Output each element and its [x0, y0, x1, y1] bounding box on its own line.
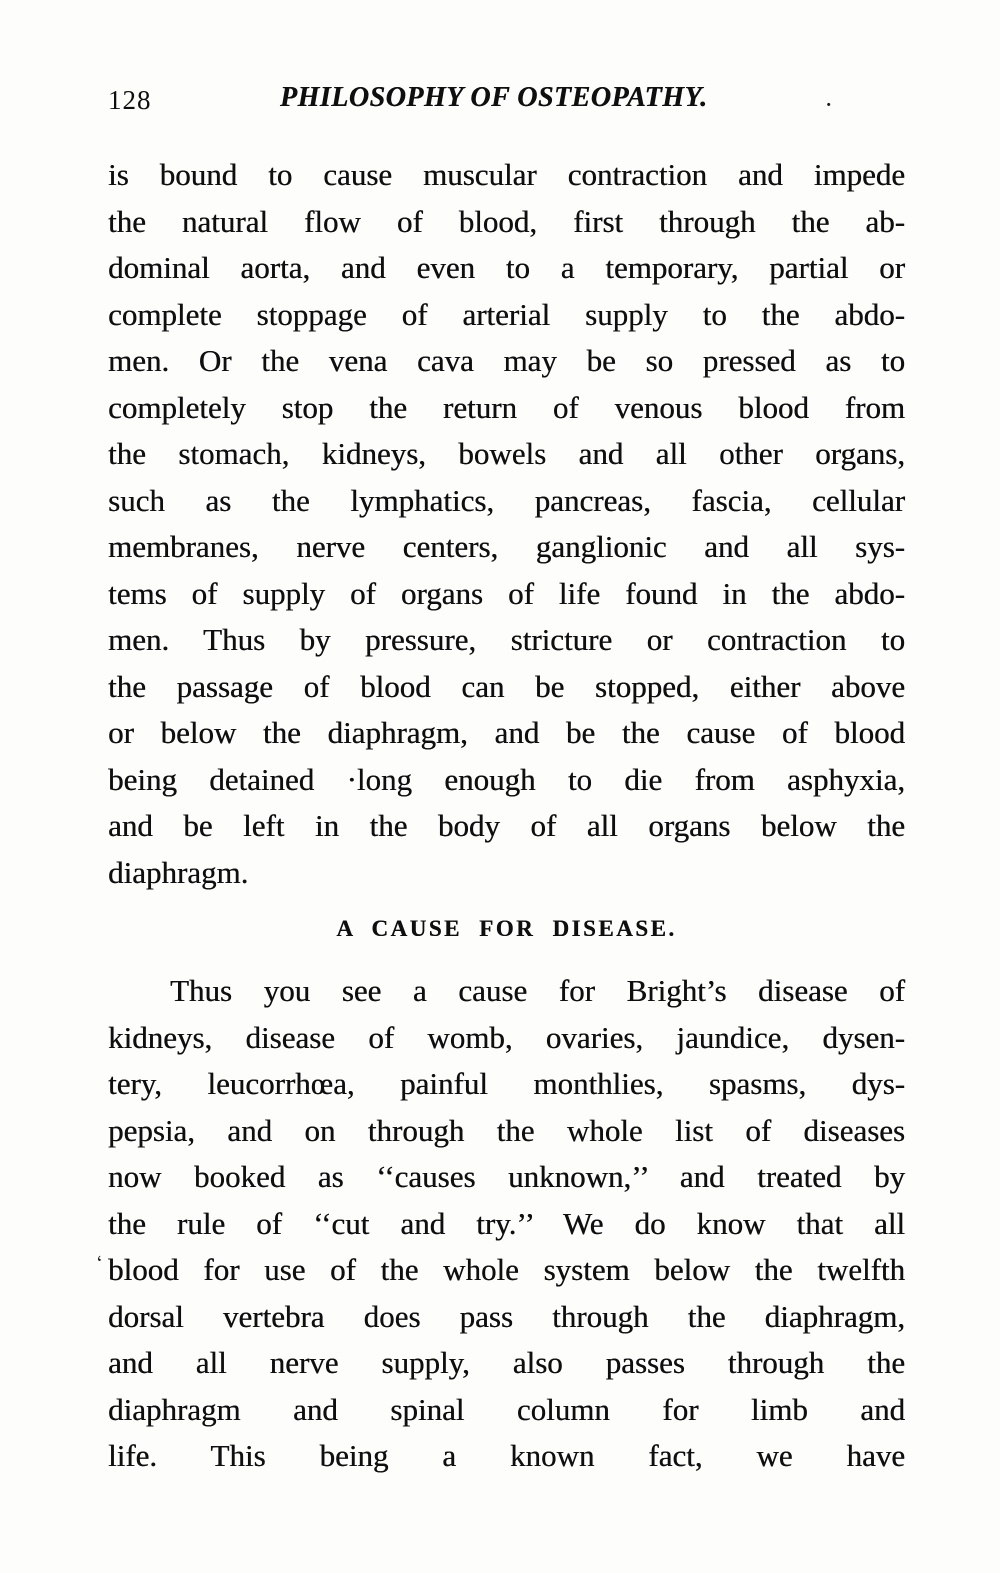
- paragraph-2: [108, 968, 905, 1480]
- text-line: the rule of ‘‘cut and try.’’ We do know that all: [108, 1205, 905, 1241]
- text-line: diaphragm.: [108, 854, 249, 890]
- text-line: dominal aorta, and even to a temporary, partial or: [108, 250, 905, 285]
- text-line: or below the diaphragm, and be the cause of blood: [108, 715, 905, 750]
- running-title: PHILOSOPHY OF OSTEOPATHY.: [279, 82, 708, 113]
- text-line: the stomach, kidneys, bowels and all other organs,: [108, 436, 905, 471]
- text-line: Thus you see a cause for Bright’s disease of: [170, 973, 905, 1008]
- text-line: kidneys, disease of womb, ovaries, jaundice, dysen-: [108, 1019, 905, 1055]
- text-line: such as the lymphatics, pancreas, fascia, cellular: [108, 482, 905, 518]
- text-line: and be left in the body of all organs below the: [108, 808, 905, 843]
- running-header: [108, 82, 905, 118]
- text-line: membranes, nerve centers, ganglionic and all sys-: [108, 529, 905, 564]
- section-heading: A CAUSE FOR DISEASE.: [336, 916, 677, 941]
- text-line: tems of supply of organs of life found in the abdo-: [108, 575, 905, 611]
- paragraph-1: [108, 152, 905, 896]
- text-line: now booked as ‘‘causes unknown,’’ and treated by: [108, 1159, 905, 1194]
- page-number: 128: [108, 85, 152, 115]
- text-line: completely stop the return of venous blood from: [108, 389, 905, 425]
- scan-speck-margin: ʻ: [94, 1251, 106, 1275]
- text-line: the passage of blood can be stopped, either above: [108, 668, 905, 704]
- scan-speck-header: ·: [824, 90, 833, 119]
- text-line: men. Thus by pressure, stricture or contraction to: [108, 622, 905, 657]
- text-line: complete stoppage of arterial supply to the abdo-: [108, 296, 905, 332]
- text-line: is bound to cause muscular contraction and impede: [108, 157, 905, 192]
- text-line: tery, leucorrhœa, painful monthlies, spasms, dys-: [108, 1066, 905, 1101]
- text-line: men. Or the vena cava may be so pressed as to: [108, 343, 905, 378]
- text-line: pepsia, and on through the whole list of diseases: [108, 1112, 905, 1148]
- text-line: life. This being a known fact, we have: [108, 1438, 905, 1473]
- text-line: the natural flow of blood, first through the ab-: [108, 203, 905, 239]
- text-line: blood for use of the whole system below the twelfth: [108, 1252, 905, 1287]
- text-line: dorsal vertebra does pass through the diaphragm,: [108, 1298, 905, 1334]
- text-line: and all nerve supply, also passes through the: [108, 1345, 905, 1380]
- text-line: being detained ·long enough to die from asphyxia,: [108, 761, 905, 797]
- text-line: diaphragm and spinal column for limb and: [108, 1391, 905, 1427]
